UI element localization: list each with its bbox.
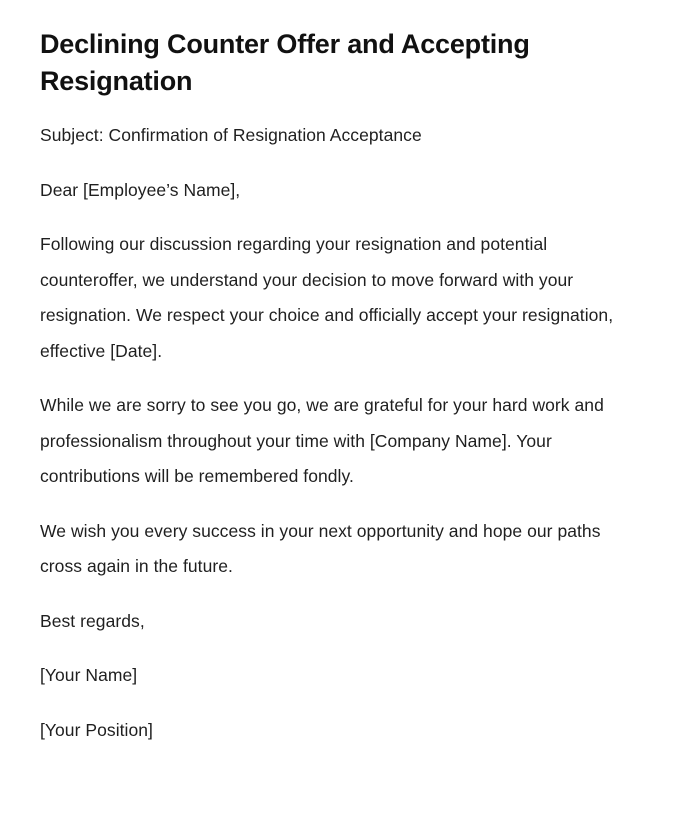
document-body bbox=[40, 118, 632, 748]
paragraph-1: Following our discussion regarding your resignation and potential counteroffer, we understand your decision to move forward with your resignation. We respect your choice and officially accept your resignation, effective [Date]. bbox=[40, 234, 614, 361]
salutation: Dear [Employee’s Name], bbox=[40, 179, 241, 200]
subject-line: Subject: Confirmation of Resignation Acceptance bbox=[40, 125, 422, 145]
paragraph-2: While we are sorry to see you go, we are grateful for your hard work and professionalism throughout your time with [Company Name]. Your contributions will be remembered fondly. bbox=[40, 395, 604, 486]
closing: Best regards, bbox=[40, 610, 145, 631]
page-title: Declining Counter Offer and Accepting Resignation bbox=[40, 29, 530, 96]
signature-name: [Your Name] bbox=[40, 665, 138, 685]
signature-position: [Your Position] bbox=[40, 719, 153, 740]
paragraph-3: We wish you every success in your next opportunity and hope our paths cross again in the future. bbox=[40, 520, 601, 576]
